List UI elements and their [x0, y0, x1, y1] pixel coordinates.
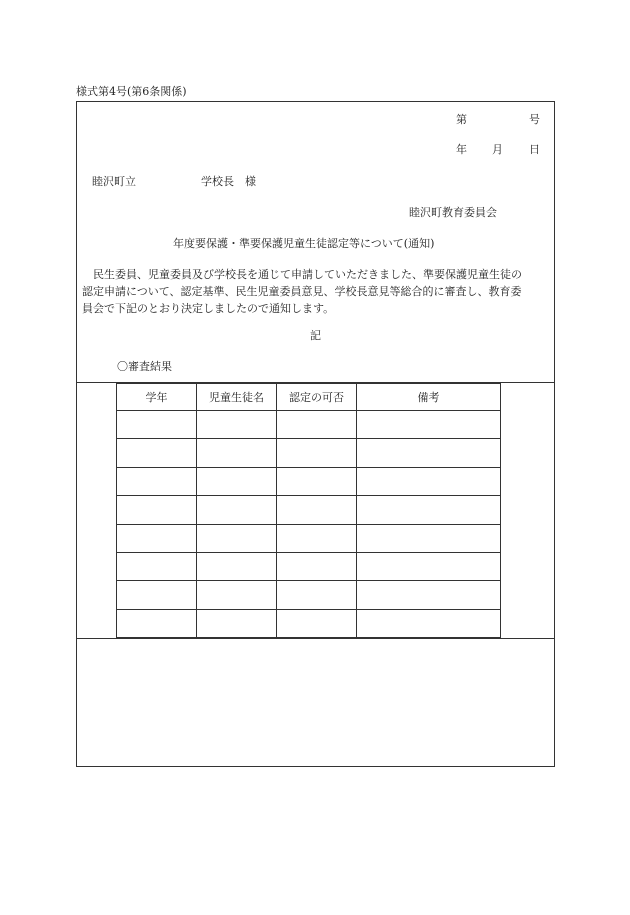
cell-student-name[interactable] [197, 581, 277, 609]
table-header-row [117, 384, 501, 411]
number-suffix: 号 [529, 113, 540, 126]
cell-approval[interactable] [277, 581, 357, 609]
cell-approval[interactable] [277, 609, 357, 637]
cell-remarks[interactable] [357, 581, 501, 609]
table-row [117, 552, 501, 580]
number-prefix: 第 [456, 113, 467, 126]
date-year-label: 年 [456, 143, 467, 156]
cell-approval[interactable] [277, 524, 357, 552]
cell-grade[interactable] [117, 581, 197, 609]
table-row [117, 524, 501, 552]
cell-student-name[interactable] [197, 411, 277, 439]
cell-remarks[interactable] [357, 496, 501, 524]
cell-remarks[interactable] [357, 609, 501, 637]
table-row [117, 581, 501, 609]
divider-bottom [77, 638, 554, 639]
ki-marker: 記 [310, 329, 321, 342]
cell-remarks[interactable] [357, 552, 501, 580]
results-table [116, 383, 501, 638]
cell-grade[interactable] [117, 439, 197, 467]
cell-grade[interactable] [117, 496, 197, 524]
table-row [117, 609, 501, 637]
addressee-town: 睦沢町立 [92, 175, 136, 188]
cell-grade[interactable] [117, 552, 197, 580]
header-approval: 認定の可否 [277, 384, 357, 411]
form-number-label: 様式第4号(第6条関係) [76, 85, 187, 98]
cell-student-name[interactable] [197, 609, 277, 637]
body-line-3: 員会で下記のとおり決定しましたので通知します。 [82, 302, 335, 315]
addressee-role: 学校長 様 [201, 175, 256, 188]
cell-approval[interactable] [277, 439, 357, 467]
cell-remarks[interactable] [357, 467, 501, 495]
table-row [117, 411, 501, 439]
notice-body [82, 266, 552, 317]
date-month-label: 月 [492, 143, 503, 156]
result-heading: 〇審査結果 [117, 360, 172, 373]
cell-approval[interactable] [277, 496, 357, 524]
cell-approval[interactable] [277, 552, 357, 580]
cell-remarks[interactable] [357, 439, 501, 467]
table-row [117, 467, 501, 495]
notice-title: 年度要保護・準要保護児童生徒認定等について(通知) [173, 237, 435, 250]
header-remarks: 備考 [357, 384, 501, 411]
body-line-1: 民生委員、児童委員及び学校長を通じて申請していただきました、準要保護児童生徒の [82, 268, 522, 281]
cell-remarks[interactable] [357, 411, 501, 439]
cell-approval[interactable] [277, 411, 357, 439]
cell-grade[interactable] [117, 411, 197, 439]
body-line-2: 認定申請について、認定基準、民生児童委員意見、学校長意見等総合的に審査し、教育委 [82, 285, 522, 298]
cell-student-name[interactable] [197, 467, 277, 495]
table-row [117, 496, 501, 524]
date-day-label: 日 [529, 143, 540, 156]
cell-approval[interactable] [277, 467, 357, 495]
cell-student-name[interactable] [197, 496, 277, 524]
cell-grade[interactable] [117, 524, 197, 552]
cell-grade[interactable] [117, 609, 197, 637]
cell-remarks[interactable] [357, 524, 501, 552]
header-grade: 学年 [117, 384, 197, 411]
header-student-name: 児童生徒名 [197, 384, 277, 411]
cell-grade[interactable] [117, 467, 197, 495]
cell-student-name[interactable] [197, 439, 277, 467]
cell-student-name[interactable] [197, 524, 277, 552]
table-row [117, 439, 501, 467]
sender-name: 睦沢町教育委員会 [409, 206, 497, 219]
cell-student-name[interactable] [197, 552, 277, 580]
